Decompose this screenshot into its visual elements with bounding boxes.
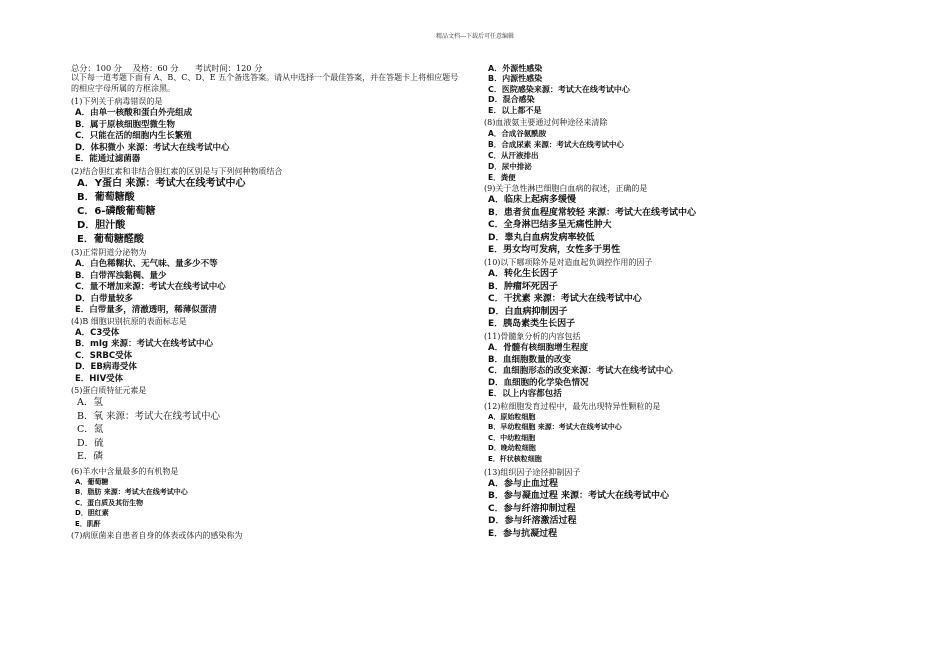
- option-d[interactable]: D．白血病抑制因子: [488, 306, 568, 317]
- question-9: [484, 185, 884, 255]
- option-b[interactable]: B．参与凝血过程 来源：考试大在线考试中心: [488, 491, 669, 501]
- option-b[interactable]: B．葡萄糖酸: [77, 192, 135, 204]
- option-d[interactable]: D．硫: [77, 437, 104, 449]
- option-a[interactable]: A．外源性感染: [488, 63, 543, 73]
- question-10: [484, 259, 884, 329]
- option-b[interactable]: B．氧 来源：考试大在线考试中心: [77, 410, 221, 422]
- option-d[interactable]: D．胆红素: [75, 509, 109, 518]
- right-column: [484, 62, 884, 542]
- option-e[interactable]: E．磷: [77, 451, 103, 463]
- option-d[interactable]: D．晚幼粒细胞: [488, 444, 536, 452]
- exam-instructions: 以下每一道考题下面有 A、B、C、D、E 五个备选答案。请从中选择一个最佳答案，并在答题卡上将相应题号的相应字母所属的方框涂黑。: [71, 73, 459, 94]
- option-e[interactable]: E．粪便: [488, 172, 516, 182]
- question-12: [484, 403, 884, 463]
- option-b[interactable]: B．内源性感染: [488, 74, 543, 83]
- option-a[interactable]: A．转化生长因子: [488, 269, 558, 279]
- option-c[interactable]: C．医院感染来源：考试大在线考试中心: [488, 84, 630, 94]
- option-d[interactable]: D．胆汁酸: [77, 220, 126, 232]
- question-stem: (7)病原菌来自患者自身的体表或体内的感染称为: [71, 530, 243, 540]
- option-e[interactable]: E．HIV受体: [75, 373, 124, 384]
- option-a[interactable]: A．白色稀糊状、无气味、量多少不等: [75, 259, 218, 270]
- option-b[interactable]: B．合成尿素 来源：考试大在线考试中心: [488, 139, 624, 149]
- option-c[interactable]: C．量不增加来源：考试大在线考试中心: [75, 282, 226, 293]
- question-stem: (13)组织因子途径抑制因子: [484, 467, 581, 477]
- question-stem: (6)羊水中含量最多的有机物是: [71, 466, 179, 476]
- option-e[interactable]: E．能通过滤菌器: [75, 154, 141, 165]
- question-4: [71, 318, 471, 384]
- option-a[interactable]: A．Y蛋白 来源：考试大在线考试中心: [77, 178, 246, 190]
- option-a[interactable]: A．临床上起病多缓慢: [488, 195, 576, 205]
- option-a[interactable]: A．由单一核酸和蛋白外壳组成: [75, 108, 193, 119]
- option-c[interactable]: C．全身淋巴结多呈无痛性肿大: [488, 220, 612, 230]
- question-stem: (5)蛋白质特征元素是: [71, 386, 147, 396]
- left-column: [71, 62, 471, 543]
- option-d[interactable]: D．EB病毒受体: [75, 362, 137, 373]
- option-e[interactable]: E．杆状核粒细胞: [488, 454, 542, 463]
- option-c[interactable]: C．蛋白质及其衍生物: [75, 498, 144, 507]
- exam-info: 总分：100 分 及格：60 分 考试时间：120 分: [71, 63, 263, 73]
- option-e[interactable]: E．白带量多，清澈透明，稀薄似蛋清: [75, 305, 217, 316]
- question-stem: (1)下列关于病毒错误的是: [71, 97, 163, 107]
- option-b[interactable]: B．早幼粒细胞 来源：考试大在线考试中心: [488, 423, 622, 431]
- question-stem: (8)血液氨主要通过何种途径来清除: [484, 117, 608, 127]
- option-a[interactable]: A．骨髓有核细胞增生程度: [488, 343, 589, 353]
- option-d[interactable]: D．睾丸白血病发病率较低: [488, 232, 595, 243]
- option-d[interactable]: D．混合感染: [488, 95, 535, 104]
- option-d[interactable]: D．尿中排泌: [488, 161, 532, 171]
- option-a[interactable]: A．C3受体: [75, 327, 120, 338]
- option-b[interactable]: B．mIg 来源：考试大在线考试中心: [75, 339, 214, 350]
- question-stem: (12)粒细胞发育过程中，最先出现特异性颗粒的是: [484, 401, 661, 411]
- option-c[interactable]: C．干扰素 来源：考试大在线考试中心: [488, 294, 642, 304]
- option-e[interactable]: E．参与抗凝过程: [488, 528, 558, 539]
- option-c[interactable]: C．从汗液排出: [488, 150, 539, 160]
- question-stem: (11)骨髓象分析的内容包括: [484, 332, 581, 341]
- option-c[interactable]: C．参与纤溶抑制过程: [488, 503, 576, 514]
- option-c[interactable]: C．氮: [77, 424, 104, 436]
- question-stem: (10)以下哪项除外是对造血起负调控作用的因子: [484, 258, 653, 267]
- option-e[interactable]: E．以上都不是: [488, 105, 542, 115]
- page-header: 精品文档---下载后可任意编辑: [435, 33, 515, 40]
- question-8: [484, 119, 884, 182]
- question-7-options: [484, 65, 884, 115]
- option-a[interactable]: A．合成谷氨酰胺: [488, 128, 547, 138]
- option-a[interactable]: A．葡萄糖: [75, 477, 109, 486]
- option-b[interactable]: B．血细胞数量的改变: [488, 354, 571, 365]
- option-a[interactable]: A．原始粒细胞: [488, 412, 536, 421]
- question-1: [71, 98, 471, 164]
- option-d[interactable]: D．体积微小 来源：考试大在线考试中心: [75, 142, 230, 153]
- question-stem: (3)正常阴道分泌物为: [71, 248, 147, 258]
- option-c[interactable]: C．中幼粒细胞: [488, 433, 536, 442]
- option-e[interactable]: E．肌酐: [75, 519, 101, 528]
- question-2: [71, 168, 471, 246]
- question-6: [71, 468, 471, 528]
- option-c[interactable]: C．SRBC受体: [75, 350, 133, 361]
- option-b[interactable]: B．脂肪 来源：考试大在线考试中心: [75, 488, 188, 497]
- question-3: [71, 249, 471, 315]
- question-7: [71, 532, 471, 540]
- option-e[interactable]: E．葡萄糖醛酸: [77, 234, 144, 246]
- option-e[interactable]: E．以上内容都包括: [488, 389, 562, 399]
- option-d[interactable]: D．白带量较多: [75, 293, 134, 304]
- option-c[interactable]: C．6-磷酸葡萄糖: [77, 206, 156, 218]
- option-a[interactable]: A．氢: [77, 397, 103, 409]
- option-e[interactable]: E．男女均可发病，女性多于男性: [488, 245, 621, 255]
- option-e[interactable]: E．胰岛素类生长因子: [488, 319, 576, 329]
- option-d[interactable]: D．参与纤溶激活过程: [488, 516, 577, 526]
- option-b[interactable]: B．肿瘤坏死因子: [488, 281, 558, 292]
- option-b[interactable]: B．患者贫血程度常较轻 来源：考试大在线考试中心: [488, 207, 696, 218]
- option-a[interactable]: A．参与止血过程: [488, 478, 558, 489]
- question-stem: (4)B 细胞识别抗原的表面标志是: [71, 316, 187, 326]
- option-c[interactable]: C．血细胞形态的改变来源：考试大在线考试中心: [488, 366, 673, 376]
- question-5: [71, 387, 471, 462]
- question-stem: (9)关于急性淋巴细胞白血病的叙述，正确的是: [484, 184, 648, 193]
- option-d[interactable]: D．血细胞的化学染色情况: [488, 377, 589, 388]
- question-13: [484, 469, 884, 539]
- option-b[interactable]: B．白带浑浊黏稠、量少: [75, 270, 167, 281]
- option-b[interactable]: B．属于原核细胞型微生物: [75, 119, 175, 130]
- question-11: [484, 333, 884, 399]
- option-c[interactable]: C．只能在活的细胞内生长繁殖: [75, 131, 192, 142]
- question-stem: (2)结合胆红素和非结合胆红素的区别是与下列何种物质结合: [71, 166, 283, 176]
